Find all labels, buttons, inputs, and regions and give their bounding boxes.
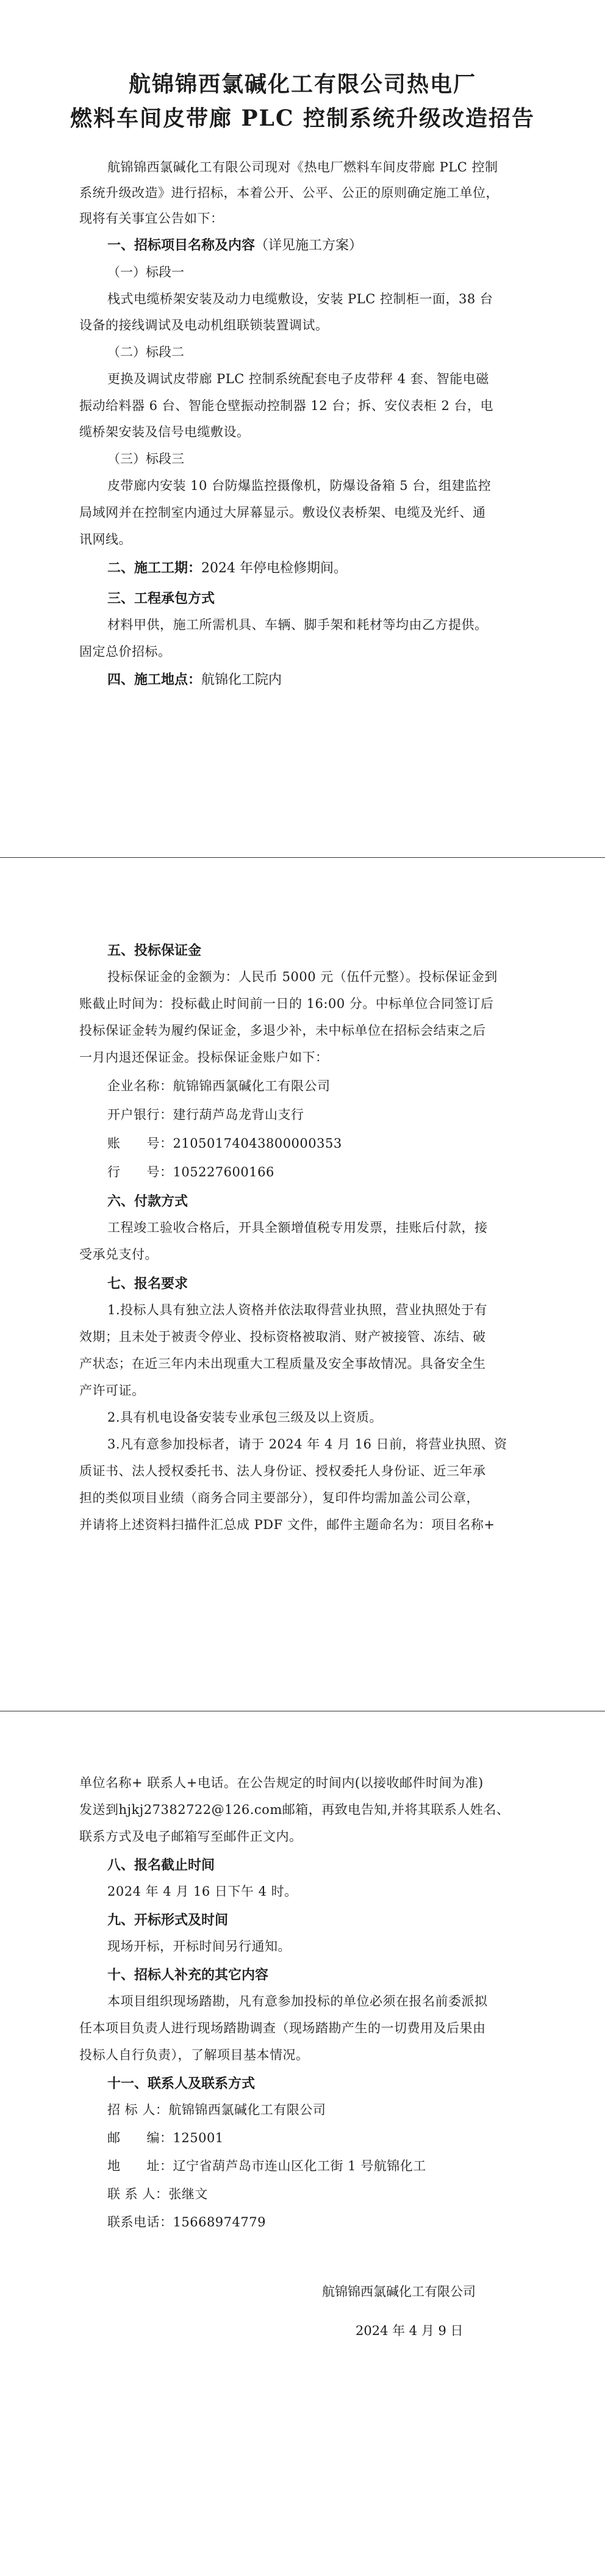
lot3-line: 讯网线。 [79, 532, 132, 547]
lot3-label: （三）标段三 [107, 452, 184, 466]
s7-line: 质证书、法人授权委托书、法人身份证、授权委托人身份证、近三年承 [79, 1464, 486, 1478]
lot1-label: （一）标段一 [107, 265, 184, 279]
contact-person: 联 系 人：张继文 [107, 2187, 208, 2201]
account-company: 企业名称：航锦锦西氯碱化工有限公司 [107, 1079, 331, 1093]
s7-line: 并请将上述资料扫描件汇总成 PDF 文件，邮件主题命名为：项目名称+ [79, 1517, 495, 1532]
section-heading-8: 八、报名截止时间 [107, 1857, 215, 1873]
intro-line: 现将有关事宜公告如下： [79, 211, 224, 226]
s5-line: 投标保证金的金额为：人民币 5000 元（伍仟元整）。投标保证金到 [107, 970, 498, 984]
intro-line: 航锦锦西氯碱化工有限公司现对《热电厂燃料车间皮带廊 PLC 控制 [107, 160, 498, 174]
lot2-line: 缆桥架安装及信号电缆敷设。 [79, 425, 250, 439]
s6-line: 工程竣工验收合格后，开具全额增值税专用发票，挂账后付款，接 [107, 1220, 488, 1235]
lot2-label: （二）标段二 [107, 345, 184, 359]
s7-line: 2.具有机电设备安装专业承包三级及以上资质。 [107, 1410, 383, 1425]
s7-line: 1.投标人具有独立法人资格并依法取得营业执照，营业执照处于有 [107, 1303, 488, 1317]
section-heading-11: 十一、联系人及联系方式 [107, 2076, 256, 2092]
section-heading-7: 七、报名要求 [107, 1276, 188, 1292]
s3-line: 固定总价招标。 [79, 644, 171, 659]
section-heading-2: 二、施工工期：2024 年停电检修期间。 [107, 560, 347, 576]
lot2-line: 振动给料器 6 台、智能仓壁振动控制器 12 台；拆、安仪表柜 2 台，电 [79, 398, 493, 413]
s6-line: 受承兑支付。 [79, 1247, 158, 1262]
signature-company: 航锦锦西氯碱化工有限公司 [322, 2284, 476, 2299]
doc-title-line1: 航锦锦西氯碱化工有限公司热电厂 [128, 71, 476, 97]
lot3-line: 皮带廊内安装 10 台防爆监控摄像机，防爆设备箱 5 台，组建监控 [107, 478, 492, 493]
contact-address: 地 址：辽宁省葫芦岛市连山区化工街 1 号航锦化工 [107, 2159, 426, 2173]
s10-line: 本项目组织现场踏勘，凡有意参加投标的单位必须在报名前委派拟 [107, 1994, 488, 2009]
intro-line: 系统升级改造》进行招标，本着公开、公平、公正的原则确定施工单位， [79, 185, 499, 200]
lot3-line: 局域网并在控制室内通过大屏幕显示。敷设仪表桥架、电缆及光纤、通 [79, 505, 486, 520]
section-heading-4: 四、施工地点：航锦化工院内 [107, 672, 282, 688]
s8-text: 2024 年 4 月 16 日下午 4 时。 [107, 1884, 298, 1899]
lot1-line: 栈式电缆桥架安装及动力电缆敷设，安装 PLC 控制柜一面，38 台 [107, 292, 493, 306]
s7-line: 产状态；在近三年内未出现重大工程质量及安全事故情况。具备安全生 [79, 1356, 486, 1371]
s10-line: 任本项目负责人进行现场踏勘调查（现场踏勘产生的一切费用及后果由 [79, 2021, 486, 2035]
account-number: 账 号：21050174043800000353 [107, 1136, 342, 1151]
section-heading-1: 一、招标项目名称及内容（详见施工方案） [107, 237, 363, 253]
section-heading-3: 三、工程承包方式 [107, 591, 215, 606]
s7-email-line: 发送到hjkj27382722@126.com邮箱，再致电告知,并将其联系人姓名、 [79, 1802, 510, 1817]
s7-line: 效期；且未处于被责令停业、投标资格被取消、财产被接管、冻结、破 [79, 1329, 486, 1344]
s5-line: 投标保证金转为履约保证金，多退少补，未中标单位在招标会结束之后 [79, 1023, 486, 1038]
signature-date: 2024 年 4 月 9 日 [356, 2323, 464, 2338]
s7-line: 单位名称+ 联系人+电话。在公告规定的时间内(以接收邮件时间为准) [79, 1775, 484, 1790]
section-heading-9: 九、开标形式及时间 [107, 1912, 229, 1928]
s9-text: 现场开标，开标时间另行通知。 [107, 1939, 291, 1954]
section-heading-10: 十、招标人补充的其它内容 [107, 1967, 269, 1983]
lot1-line: 设备的接线调试及电动机组联锁装置调试。 [79, 318, 329, 333]
page-divider [0, 857, 605, 858]
s5-line: 账截止时间为：投标截止时间前一日的 16:00 分。中标单位合同签订后 [79, 996, 494, 1011]
section-heading-5: 五、投标保证金 [107, 943, 202, 959]
lot2-line: 更换及调试皮带廊 PLC 控制系统配套电子皮带秤 4 套、智能电磁 [107, 372, 489, 386]
s5-line: 一月内退还保证金。投标保证金账户如下： [79, 1050, 329, 1065]
s10-line: 投标人自行负责），了解项目基本情况。 [79, 2048, 309, 2062]
section-heading-6: 六、付款方式 [107, 1193, 188, 1209]
contact-postcode: 邮 编：125001 [107, 2131, 224, 2145]
s7-line: 产许可证。 [79, 1383, 145, 1398]
contact-tenderer: 招 标 人：航锦锦西氯碱化工有限公司 [107, 2103, 326, 2117]
s3-line: 材料甲供，施工所需机具、车辆、脚手架和耗材等均由乙方提供。 [107, 617, 488, 632]
s7-line: 3.凡有意参加投标者，请于 2024 年 4 月 16 日前，将营业执照、资 [107, 1437, 507, 1452]
s7-line: 担的类似项目业绩（商务合同主要部分），复印件均需加盖公司公章， [79, 1491, 479, 1505]
s7-line: 联系方式及电子邮箱写至邮件正文内。 [79, 1829, 302, 1844]
doc-title-line2: 燃料车间皮带廊 PLC 控制系统升级改造招告 [70, 106, 535, 131]
bank-code: 行 号：105227600166 [107, 1165, 274, 1179]
account-bank: 开户银行：建行葫芦岛龙背山支行 [107, 1107, 304, 1122]
contact-phone: 联系电话：15668974779 [107, 2215, 266, 2229]
